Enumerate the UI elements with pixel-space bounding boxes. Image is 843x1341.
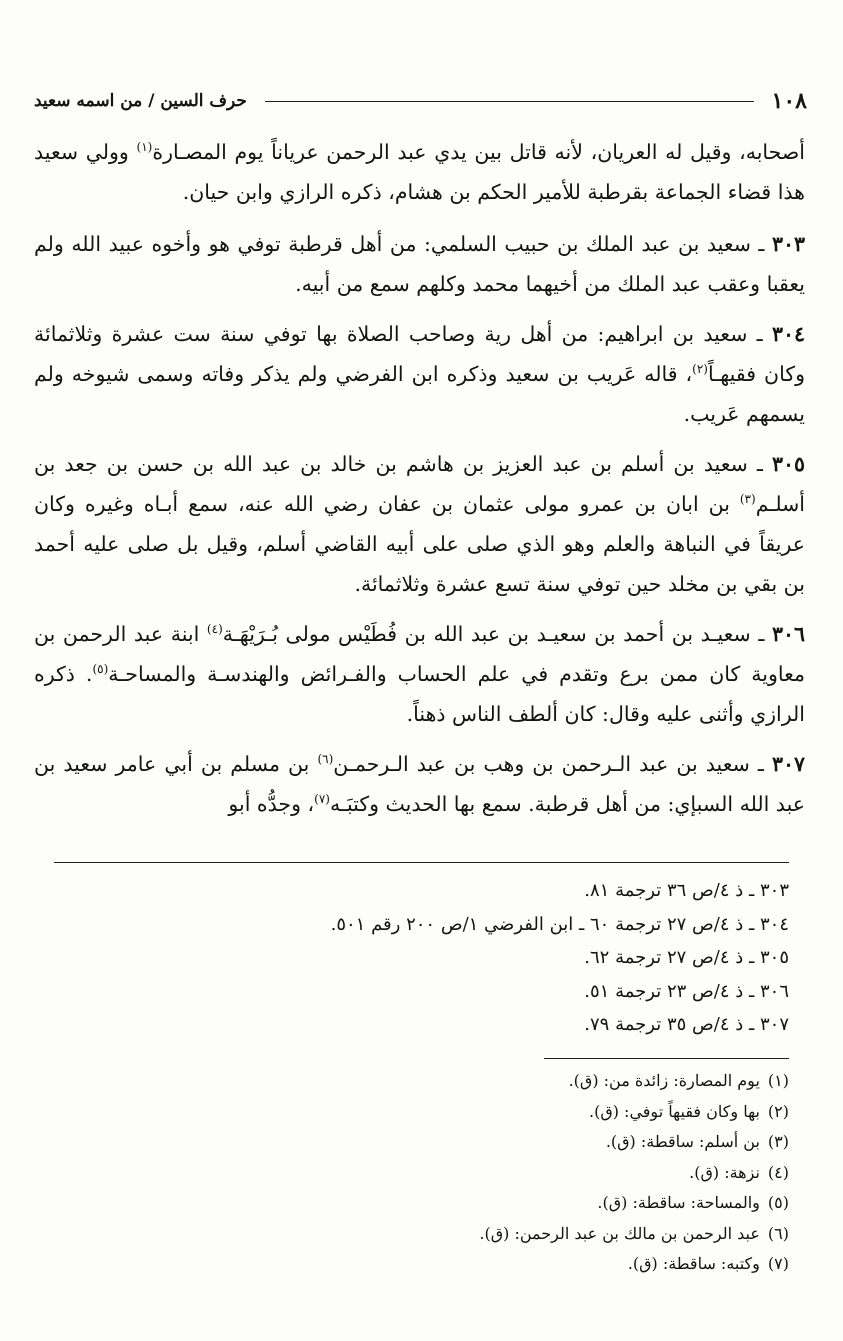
- source-line: ٣٠٦ ـ ذ ٤/ص ٢٣ ترجمة ٥١.: [584, 980, 789, 1002]
- footnote-ref: (٢): [692, 362, 708, 377]
- entry-number: ٣٠٦: [771, 622, 805, 646]
- footnote: (٦)عبد الرحمن بن مالك بن عبد الرحمن: (ق).: [479, 1223, 789, 1243]
- entry-304: ٣٠٤ ـ سعيد بن ابراهيم: من أهل رية وصاحب الصلاة بها توفي سنة ست عشرة وثلاثمائة وكان فقيهـاً$^{(٢)}$، قاله عَريب بن سعيد وذكره ابن الفرضي ولم يذكر وفاته وسمى شيوخه ولم يسمهم عَريب.: [34, 322, 805, 426]
- entry-number: ٣٠٥: [771, 452, 805, 476]
- entry-number: ٣٠٣: [771, 232, 805, 256]
- entry-306: ٣٠٦ ـ سعيـد بن أحمد بن سعيـد بن عبد الله بن فُطَيْس مولى بُـرَيْهَـة$^{(٤)}$ ابنة عبد الرحمن بن معاوية كان ممن برع وتقدم في علم الحساب والفـرائض والهندسـة والمساحـة$^{(٥)}$. ذكره الرازي وأثنى عليه وقال: كان ألطف الناس ذهناً.: [34, 622, 805, 726]
- entry-number: ٣٠٧: [771, 752, 805, 776]
- footnote: (٤)نزهة: (ق).: [689, 1162, 789, 1182]
- footnote: (٣)بن أسلم: ساقطة: (ق).: [605, 1132, 789, 1151]
- main-text: [34, 132, 805, 834]
- sources-divider: [54, 862, 789, 863]
- footnotes-divider: [544, 1058, 789, 1059]
- source-line: ٣٠٣ ـ ذ ٤/ص ٣٦ ترجمة ٨١.: [584, 880, 789, 901]
- entry-307: ٣٠٧ ـ سعيد بن عبد الـرحمن بن وهب بن عبد الـرحمـن$^{(٦)}$ بن مسلم بن أبي عامر سعيد بن عبد الله السبإي: من أهل قرطبة. سمع بها الحديث وكتبَـه$^{(٧)}$، وجدُّه أبو: [34, 752, 805, 816]
- source-references: [54, 874, 789, 1042]
- footnote: (٢)بها وكان فقيهاً توفي: (ق).: [588, 1101, 789, 1121]
- footnote-number: (٦): [767, 1223, 789, 1243]
- footnote-number: (٧): [767, 1254, 789, 1273]
- entry-305: ٣٠٥ ـ سعيد بن أسلم بن عبد العزيز بن هاشم بن خالد بن عبد الله بن حسن بن جعد بن أسلـم$^{(٣)}$ بن ابان بن عمرو مولى عثمان بن عفان رضي الله عنه، سمع أبـاه وغيره وكان عريقاً في النباهة والعلم وهو الذي صلى على أبيه القاضي أسلم، وقيل بل صلى عليه أحمد بن بقي بن مخلد حين توفي سنة تسع عشرة وثلاثمائة.: [34, 452, 805, 596]
- header-rule: [265, 101, 754, 102]
- footnote-ref: (٥): [92, 662, 109, 677]
- source-line: ٣٠٧ ـ ذ ٤/ص ٣٥ ترجمة ٧٩.: [584, 1014, 789, 1035]
- footnote-number: (٣): [767, 1132, 789, 1151]
- footnote-ref: (٣): [739, 492, 756, 507]
- footnote-ref: (٤): [206, 622, 223, 637]
- entry-303: ٣٠٣ ـ سعيد بن عبد الملك بن حبيب السلمي: من أهل قرطبة توفي هو وأخوه عبيد الله ولم يعقبا وعقب عبد الملك من أخيهما محمد وكلهم سمع من أبيه.: [34, 232, 805, 296]
- footnote-ref: (٧): [314, 792, 330, 807]
- page-number: ١٠٨: [771, 88, 807, 114]
- running-title: حرف السين / من اسمه سعيد: [34, 91, 247, 111]
- paragraph-continuation: أصحابه، وقيل له العريان، لأنه قاتل بين يدي عبد الرحمن عرياناً يوم المصـارة$^{(١)}$ وولي سعيد هذا قضاء الجماعة بقرطبة للأمير الحكم بن هشام، ذكره الرازي وابن حيان.: [34, 140, 805, 204]
- footnote-number: (١): [767, 1071, 789, 1090]
- footnote-ref: (٦): [317, 752, 334, 767]
- footnote: (٥)والمساحة: ساقطة: (ق).: [597, 1193, 789, 1212]
- footnote: (٧)وكتبه: ساقطة: (ق).: [627, 1254, 789, 1273]
- footnote: (١)يوم المصارة: زائدة من: (ق).: [568, 1071, 789, 1090]
- entry-number: ٣٠٤: [771, 322, 805, 346]
- source-line: ٣٠٥ ـ ذ ٤/ص ٢٧ ترجمة ٦٢.: [584, 947, 789, 968]
- source-line: ٣٠٤ ـ ذ ٤/ص ٢٧ ترجمة ٦٠ ـ ابن الفرضي ١/ص ٢٠٠ رقم ٥٠١.: [330, 913, 789, 935]
- footnote-ref: (١): [136, 140, 153, 155]
- page-header: [34, 86, 807, 116]
- footnote-number: (٥): [767, 1193, 789, 1212]
- footnotes: [54, 1066, 789, 1280]
- footnote-number: (٤): [767, 1162, 789, 1182]
- footnote-number: (٢): [767, 1101, 789, 1121]
